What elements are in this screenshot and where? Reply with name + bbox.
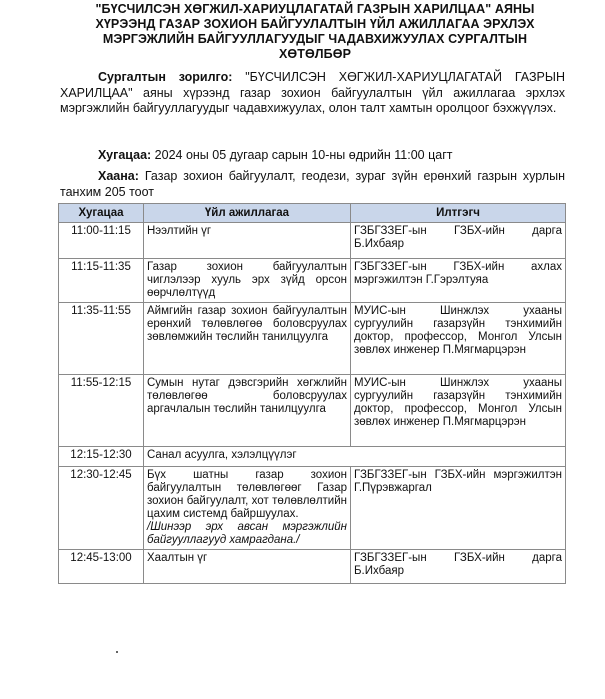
goal-label: Сургалтын зорилго:	[98, 70, 233, 84]
row-activity-note: /Шинээр эрх авсан мэргэжлийн байгууллагууд хамрагдана./	[147, 521, 347, 546]
header-activity: Үйл ажиллагаа	[144, 204, 351, 223]
table-row	[59, 467, 566, 550]
schedule-table	[58, 203, 566, 584]
row-speaker: ГЗБГЗЗЕГ-ын ГЗБХ-ийн ахлах мэргэжилтэн Г.Гэрэлтуяа	[351, 259, 566, 303]
row-speaker: ГЗБГЗЗЕГ-ын ГЗБХ-ийн дарга Б.Ихбаяр	[351, 223, 566, 259]
row-activity: Аймгийн газар зохион байгуулалтын ерөнхий төлөвлөгөө боловсруулах зөвлөмжийн төслийн танилцуулга	[144, 303, 351, 375]
document-title: "БҮСЧИЛСЭН ХӨГЖИЛ-ХАРИУЦЛАГАТАЙ ГАЗРЫН ХАРИЛЦАА" АЯНЫ ХҮРЭЭНД ГАЗАР ЗОХИОН БАЙГУУЛАЛТЫН ҮЙЛ АЖИЛЛАГАА ЭРХЛЭХ МЭРГЭЖЛИЙН БАЙГУУЛЛАГУУДЫГ ЧАДАВХИЖУУЛАХ СУРГАЛТЫН ХӨТӨЛБӨР	[95, 2, 535, 61]
time-label: Хугацаа:	[98, 148, 152, 162]
row-activity: Бүх шатны газар зохион байгуулалтын төлөвлөгөөг Газар зохион байгуулалт, хот төлөвлөлтийн цахим системд байршуулах.	[147, 469, 347, 520]
row-speaker: ГЗБГЗЗЕГ-ын ГЗБХ-ийн мэргэжилтэн Г.Пүрэвжаргал	[351, 467, 566, 550]
table-row	[59, 259, 566, 303]
time-text: 2024 оны 05 дугаар сарын 10-ны өдрийн 11:00 цагт	[154, 148, 453, 162]
row-activity: Хаалтын үг	[144, 550, 351, 584]
table-header-row	[59, 204, 566, 223]
row-time: 12:15-12:30	[59, 447, 144, 467]
row-activity: Нээлтийн үг	[144, 223, 351, 259]
row-time: 11:35-11:55	[59, 303, 144, 375]
place-paragraph	[60, 169, 565, 200]
table-row	[59, 550, 566, 584]
place-text: Газар зохион байгуулалт, геодези, зураг зүйн ерөнхий газрын хурлын танхим 205 тоот	[60, 169, 565, 199]
row-speaker: МУИС-ын Шинжлэх ухааны сургуулийн газарзүйн тэнхимийн доктор, профессор, Монгол Улсын зөвлөх инженер П.Мягмарцэрэн	[351, 375, 566, 447]
header-speaker: Илтгэгч	[351, 204, 566, 223]
row-activity: Газар зохион байгуулалтын чиглэлээр хууль эрх зүйд орсон өөрчлөлтүүд	[144, 259, 351, 303]
row-time: 11:15-11:35	[59, 259, 144, 303]
goal-text: "БҮСЧИЛСЭН ХӨГЖИЛ-ХАРИУЦЛАГАТАЙ ГАЗРЫН ХАРИЛЦАА" аяны хүрээнд газар зохион байгуулалтын үйл ажиллагаа эрхлэх мэргэжлийн байгууллагуудыг чадавхижуулах, олон талт хамтын оролцоог бэхжүүлэх.	[60, 70, 565, 115]
table-row	[59, 447, 566, 467]
table-row	[59, 375, 566, 447]
row-time: 12:30-12:45	[59, 467, 144, 550]
row-activity: Санал асуулга, хэлэлцүүлэг	[144, 447, 566, 467]
place-label: Хаана:	[98, 169, 139, 183]
table-row	[59, 303, 566, 375]
row-time: 11:55-12:15	[59, 375, 144, 447]
goal-paragraph	[60, 70, 565, 117]
row-time: 12:45-13:00	[59, 550, 144, 584]
row-activity: Сумын нутаг дэвсгэрийн хөгжлийн төлөвлөгөө боловсруулах аргачлалын төслийн танилцуулга	[144, 375, 351, 447]
row-activity-cell	[144, 467, 351, 550]
row-speaker: МУИС-ын Шинжлэх ухааны сургуулийн газарзүйн тэнхимийн доктор, профессор, Монгол Улсын зөвлөх инженер П.Мягмарцэрэн	[351, 303, 566, 375]
stray-mark	[116, 651, 118, 653]
row-speaker: ГЗБГЗЗЕГ-ын ГЗБХ-ийн дарга Б.Ихбаяр	[351, 550, 566, 584]
time-paragraph	[60, 148, 565, 164]
row-time: 11:00-11:15	[59, 223, 144, 259]
table-row	[59, 223, 566, 259]
header-time: Хугацаа	[59, 204, 144, 223]
